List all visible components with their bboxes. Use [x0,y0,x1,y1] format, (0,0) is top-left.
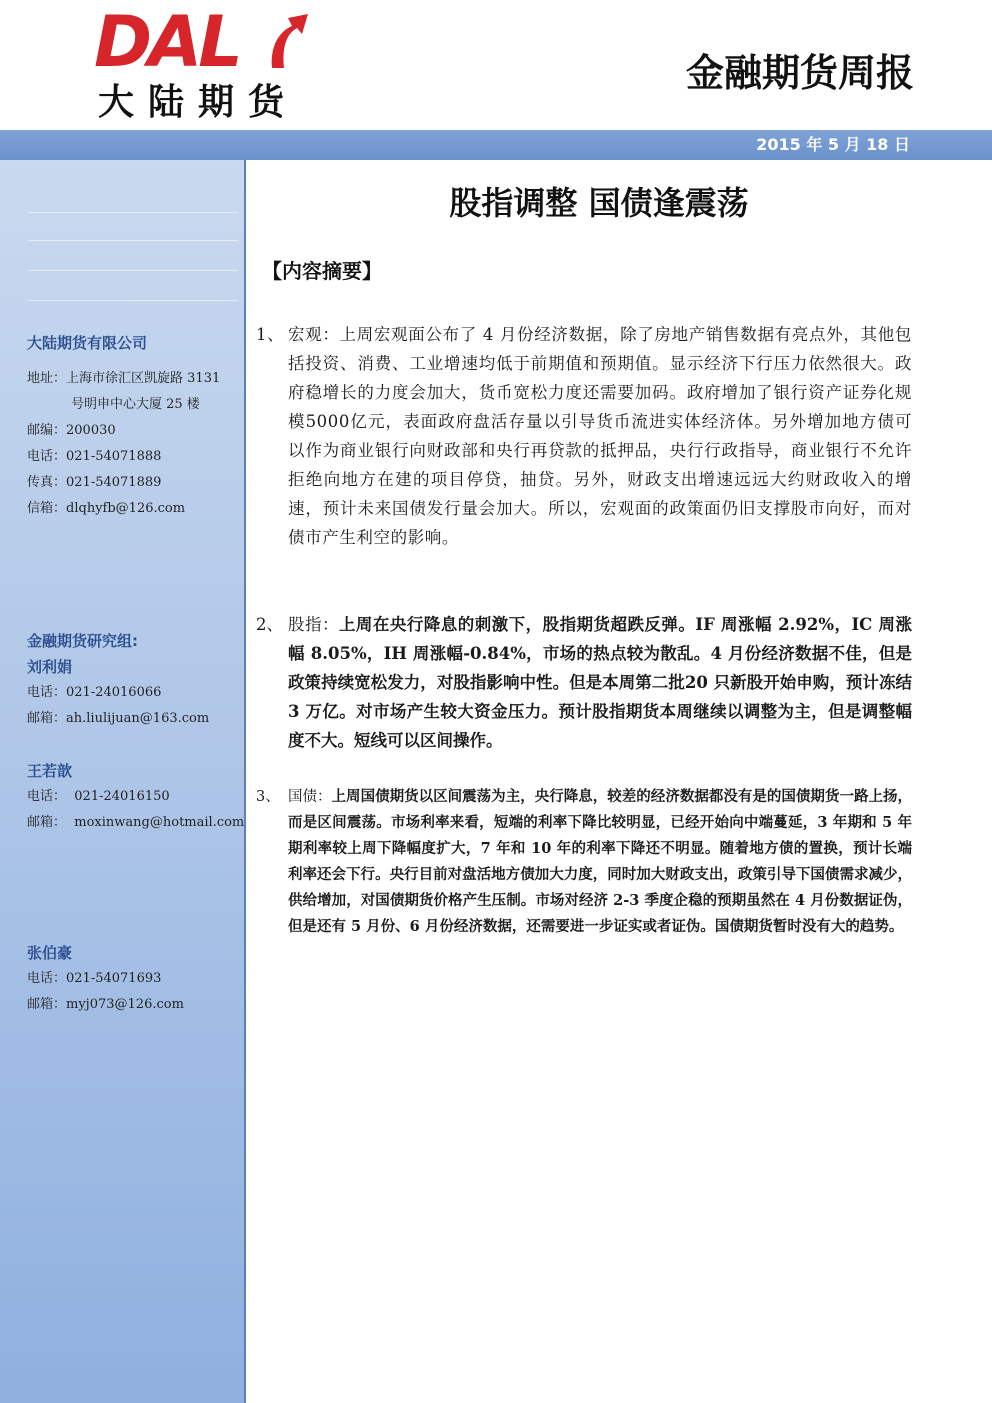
sidebar-divider [28,212,238,213]
fax-row [27,470,243,496]
postcode: 200030 [66,423,116,438]
analyst-email-link[interactable]: ah.liulijuan@163.com [66,711,210,726]
email-label: 邮箱： [27,997,67,1012]
item-label: 国债： [288,789,332,805]
item-number: 1、 [256,325,285,344]
mail-row [27,496,243,522]
analyst-email-link[interactable]: myj073@126.com [66,997,184,1012]
postcode-row [27,418,243,444]
team-heading: 金融期货研究组: [27,632,138,650]
analyst-phone-row [27,966,243,992]
phone-label: 电话： [27,789,67,804]
item-body [288,784,912,940]
item-number: 3、 [256,789,280,805]
item-text: 上周国债期货以区间震荡为主，央行降息，较差的经济数据都没有是的国债期货一路上扬，而是区间震荡。市场利率来看，短端的利率下降比较明显，已经开始向中端蔓延，3 年期和 5 年期利率较上周下降幅度扩大，7 年和 10 年的利率下降还不明显。随着地方债的置换，预计长端利率还会下行。央行目前对盘活地方债加大力度，同时加大财政支出，政策引导下国债需求减少，供给增加，对国债期货价格产生压制。市场对经济 2-3 季度企稳的预期虽然在 4 月份数据证伪，但是还有 5 月份、6 月份经济数据，还需要进一步证实或者证伪。国债期货暂时没有大的趋势。 [288,788,913,935]
analyst-2 [27,758,243,836]
document-title: 股指调整 国债逢震荡 [449,184,749,222]
analyst-email-row [27,992,243,1018]
company-contact [27,330,243,522]
summary-item-macro [256,320,912,552]
logo-cn-text: 大陆期货 [98,82,299,123]
analyst-email-link[interactable]: moxinwang@hotmail.com [74,815,245,830]
fax: 021-54071889 [66,475,162,490]
mail-link[interactable]: dlqhyfb@126.com [66,501,186,516]
item-body [288,320,912,552]
phone-label: 电话： [27,685,67,700]
item-number: 2、 [256,615,283,634]
analyst-phone-row [27,680,243,706]
analyst-name: 张伯豪 [27,944,73,962]
postcode-label: 邮编： [27,423,67,438]
sidebar-divider [28,300,238,301]
sidebar-divider [28,240,238,241]
analyst-email-row [27,810,243,836]
email-label: 邮箱： [27,711,67,726]
analyst-3 [27,940,243,1018]
fax-label: 传真： [27,475,67,490]
phone-label: 电话： [27,449,67,464]
sidebar [0,160,246,1403]
phone-row [27,444,243,470]
analyst-phone: 021-54071693 [66,971,162,986]
address-line2: 号明申中心大厦 25 楼 [71,397,200,412]
summary-item-index [256,610,912,755]
report-date: 2015 年 5 月 18 日 [756,135,910,154]
analyst-phone: 021-24016066 [66,685,162,700]
company-name: 大陆期货有限公司 [27,334,148,352]
email-label: 邮箱： [27,815,67,830]
mail-label: 信箱： [27,501,67,516]
item-text: 上周宏观面公布了 4 月份经济数据，除了房地产销售数据有亮点外，其他包括投资、消费、工业增速均低于前期值和预期值。显示经济下行压力依然很大。政府稳增长的力度会加大，货币宽松力度还需要加码。政府增加了银行资产证券化规模5000亿元，表面政府盘活存量以引导货币流进实体经济体。另外增加地方债可以作为商业银行向财政部和央行再贷款的抵押品，央行行政指导，商业银行不允许拒绝向地方在建的项目停贷，抽贷。另外，财政支出增速远远大约财政收入的增速，预计未来国债发行量会加大。所以，宏观面的政策面仍旧支撑股市向好，而对债市产生利空的影响。 [288,325,912,547]
analyst-email-row [27,706,243,732]
phone-label: 电话： [27,971,67,986]
main-content [246,160,992,1403]
report-title: 金融期货周报 [685,51,914,95]
analyst-name: 刘利娟 [27,658,73,676]
sidebar-divider [28,270,238,271]
address-row [27,366,243,392]
summary-heading: 【内容摘要】 [262,259,382,283]
item-label: 宏观： [288,325,340,344]
item-text: 上周在央行降息的刺激下，股指期货超跌反弹。IF 周涨幅 2.92%，IC 周涨幅 8.05%，IH 周涨幅-0.84%，市场的热点较为散乱。4 月份经济数据不佳，但是政策持续宽松发力，对股指影响中性。但是本周第二批20 只新股开始申购，预计冻结 3 万亿。对市场产生较大资金压力。预计股指期货本周继续以调整为主，但是调整幅度不大。短线可以区间操作。 [288,615,912,750]
phone: 021-54071888 [66,449,162,464]
logo-mark: DAL [94,1,239,83]
analyst-phone-row [27,784,243,810]
summary-item-bond [256,784,912,940]
item-label: 股指： [288,615,339,634]
company-logo [94,1,314,124]
analyst-name: 王若歆 [27,762,73,780]
logo-arrow-icon [264,10,310,72]
page-header [0,0,992,130]
analyst-phone: 021-24016150 [74,789,170,804]
analyst-1 [27,628,243,732]
address-label: 地址： [27,371,67,386]
address-line1: 上海市徐汇区凯旋路 3131 [66,371,221,386]
item-body [288,610,912,755]
